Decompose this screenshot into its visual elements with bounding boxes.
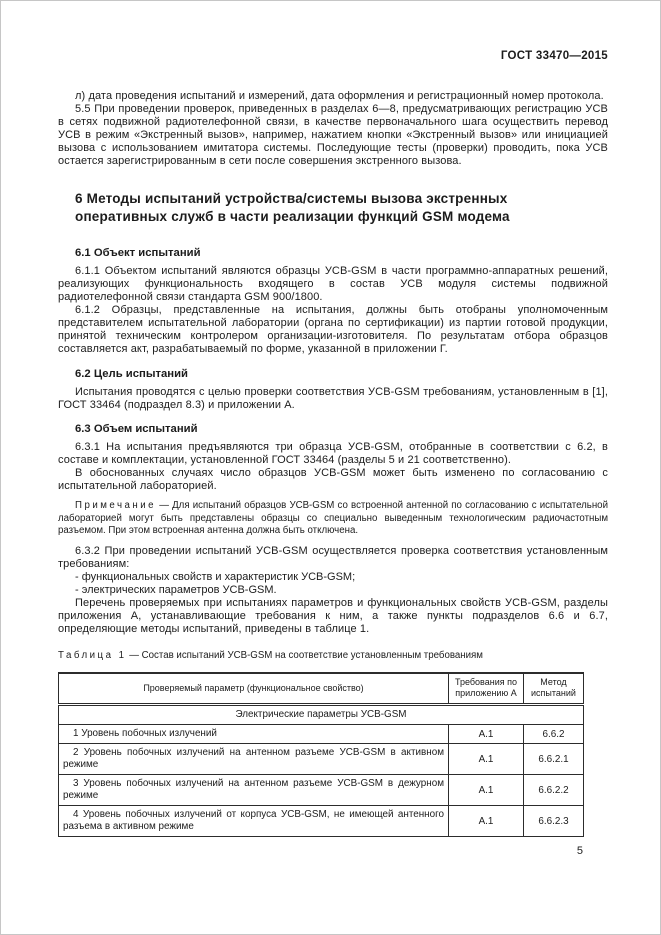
section-6-3-title: 6.3 Объем испытаний (75, 423, 198, 435)
cell-parameter-text: 3 Уровень побочных излучений на антенном разъеме УСВ-GSM в дежурном режиме (63, 778, 444, 801)
test-composition-table (58, 672, 584, 838)
cell-parameter (59, 806, 449, 837)
cell-requirement: А.1 (449, 775, 524, 806)
paragraph-6-3-2: 6.3.2 При проведении испытаний УСВ-GSM осуществляется проверка соответствия установленным требованиям: (58, 544, 608, 570)
table-caption (58, 650, 608, 662)
cell-parameter (59, 725, 449, 744)
cell-parameter-text: 4 Уровень побочных излучений от корпуса УСВ-GSM, не имеющей антенного разъема в активном режиме (63, 809, 444, 832)
paragraph-item-l: л) дата проведения испытаний и измерений, дата оформления и регистрационный номер протокола. (75, 90, 604, 102)
cell-parameter (59, 775, 449, 806)
section-6-1-title: 6.1 Объект испытаний (75, 247, 201, 259)
table-row (59, 806, 584, 837)
paragraph-6-1-1: 6.1.1 Объектом испытаний являются образцы УСВ-GSM в части программно-аппаратных решений, реализующих функциональность входящего в состав УСВ модуля системы подвижной радиотелефонной связи стандарта GSM 900/1800. (58, 265, 608, 303)
section-6-2-title: 6.2 Цель испытаний (75, 368, 189, 380)
cell-method: 6.6.2 (524, 725, 584, 744)
cell-method: 6.6.2.2 (524, 775, 584, 806)
cell-requirement: А.1 (449, 725, 524, 744)
paragraph-5-5: 5.5 При проведении проверок, приведенных в разделах 6—8, предусматривающих регистрацию УСВ в сетях подвижной радиотелефонной связи, в качестве первоначального шага осуществить перевод УСВ в режим «Экстренный вызов», например, нажатием кнопки «Экстренный вызов» или инициацией вызова с использованием имитатора системы. Последующие тесты (проверки) проводить, пока УСВ остается зарегистрированным в сети после совершения экстренного вызова. (58, 103, 608, 167)
note-text: — Для испытаний образцов УСВ-GSM со встроенной антенной по согласованию с испытательной лабораторией могут быть представлены образцы со специально выведенным технологическим радиочастотным разъемом. При этом встроенная антенна должна быть отключена. (58, 500, 608, 536)
table-row (59, 744, 584, 775)
paragraph-6-3-1: 6.3.1 На испытания предъявляются три образца УСВ-GSM, отобранные в соответствии с 6.2, в составе и комплектации, установленной ГОСТ 33464 (разделы 5 и 21 соответственно). (58, 441, 608, 466)
paragraph-6-3-1-cont: В обоснованных случаях число образцов УСВ-GSM может быть изменено по согласованию с испытательной лабораторией. (58, 467, 608, 492)
table-caption-label: Таблица 1 (58, 649, 127, 661)
paragraph-6-2: Испытания проводятся с целью проверки соответствия УСВ-GSM требованиям, установленным в [1], ГОСТ 33464 (подраздел 8.3) и приложении А. (58, 386, 608, 411)
note-label: Примечание (75, 500, 157, 511)
cell-requirement: А.1 (449, 806, 524, 837)
running-header-doc-code: ГОСТ 33470—2015 (500, 50, 608, 62)
table-caption-text: — Состав испытаний УСВ-GSM на соответствие установленным требованиям (126, 649, 483, 661)
table-row (59, 725, 584, 744)
cell-parameter-text: 2 Уровень побочных излучений на антенном разъеме УСВ-GSM в активном режиме (63, 747, 444, 770)
table-group-row (59, 705, 584, 725)
table-row (59, 775, 584, 806)
cell-parameter (59, 744, 449, 775)
note-block (58, 500, 608, 538)
cell-method: 6.6.2.3 (524, 806, 584, 837)
list-item-functional: - функциональных свойств и характеристик УСВ-GSM; (75, 570, 356, 583)
column-header-requirements: Требования по приложению А (449, 673, 524, 705)
cell-method: 6.6.2.1 (524, 744, 584, 775)
column-header-parameter: Проверяемый параметр (функциональное свойство) (59, 673, 449, 705)
list-item-electrical: - электрических параметров УСВ-GSM. (75, 583, 277, 596)
group-row-label: Электрические параметры УСВ-GSM (59, 705, 584, 725)
paragraph-6-3-2-cont: Перечень проверяемых при испытаниях параметров и функциональных свойств УСВ-GSM, разделы приложения А, устанавливающие требования к ним, а также пункты подразделов 6.6 и 6.7, определяющие методы испытаний, приведены в таблице 1. (58, 596, 608, 635)
column-header-method: Метод испытаний (524, 673, 584, 705)
cell-requirement: А.1 (449, 744, 524, 775)
cell-parameter-text: 1 Уровень побочных излучений (73, 728, 217, 739)
page-number: 5 (576, 845, 583, 857)
paragraph-6-1-2: 6.1.2 Образцы, представленные на испытания, должны быть отобраны уполномоченным представителем испытательной лаборатории (органа по сертификации) из партии готовой продукции, принятой техническим контролером организации-изготовителя. По результатам отбора образцов составляется акт, разрабатываемый по форме, указанной в приложении Г. (58, 304, 608, 355)
table-header-row (59, 673, 584, 705)
section-6-title: 6 Методы испытаний устройства/системы вызова экстренных оперативных служб в части реализации функций GSM модема (75, 191, 510, 224)
